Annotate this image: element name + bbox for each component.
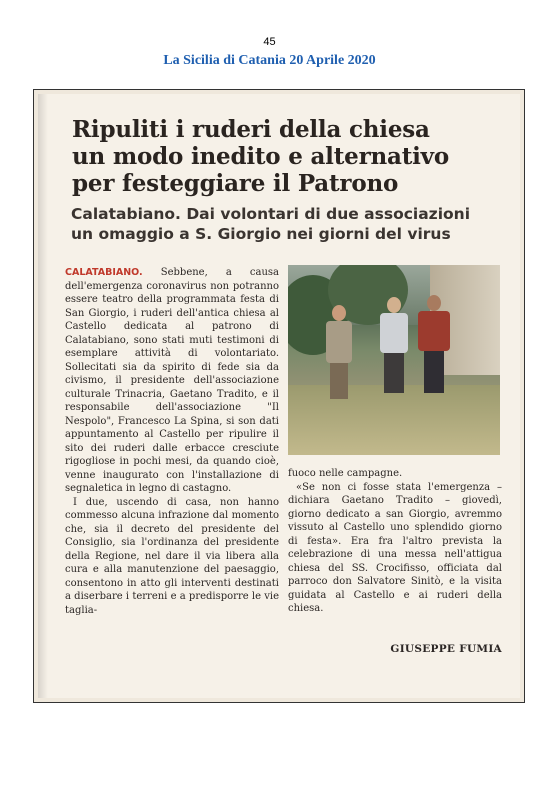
paragraph-3: fuoco nelle campagne. [288, 468, 403, 479]
clipping-paper [38, 94, 520, 698]
paragraph-1 [65, 266, 279, 496]
article-column-left [65, 266, 279, 617]
headline-line-3: per festeggiare il Patrono [72, 170, 399, 197]
person-head [387, 297, 401, 313]
subhead-line-1-rest: Dai volontari di due associazioni [180, 205, 471, 223]
article-photo [288, 265, 500, 455]
person-legs [330, 363, 348, 399]
subhead-line-2: un omaggio a S. Giorgio nei giorni del virus [71, 225, 451, 243]
person-head [332, 305, 346, 321]
person-legs [424, 351, 444, 393]
subhead-line-1 [71, 204, 501, 224]
person-body [380, 313, 408, 353]
paragraph-4: «Se non ci fosse stata l'emergenza – dichiara Gaetano Tradito – giovedì, giorno dedicato a san Giorgio, avremmo vissuto al Castello uno splendido giorno di festa». Era fra l'altro prevista la celebrazione di una messa nell'attigua chiesa del SS. Crocifisso, officiata dal parroco don Salvatore Sinitò, e la visita guidata al Castello e ai ruderi della chiesa. [288, 481, 502, 614]
page-number: 45 [263, 36, 276, 48]
headline-line-2: un modo inedito e alternativo [72, 143, 449, 170]
person-body [418, 311, 450, 351]
newspaper-clipping [33, 89, 525, 703]
photo-ground [288, 385, 500, 455]
person-head [427, 295, 441, 311]
headline-line-1: Ripuliti i ruderi della chiesa [72, 116, 430, 143]
person-legs [384, 353, 404, 393]
paper-shadow [38, 94, 48, 698]
subhead-place: Calatabiano. [71, 205, 181, 223]
dateline: CALATABIANO. [65, 267, 143, 278]
paragraph-2: I due, uscendo di casa, non hanno commesso alcuna infrazione dal momento che, sia il decreto del presidente del Consiglio, sia l'ordinanza del presidente della Regione, nel dare il via libera alla cura e alla manutenzione del paesaggio, consentono in atto gli interventi destinati a diserbare i terreni e a predisporre le vie taglia- [65, 496, 279, 616]
person-body [326, 321, 352, 363]
paragraph-1-text: Sebbene, a causa dell'emergenza coronavirus non potranno essere teatro della programmata festa di San Giorgio, i ruderi dell'antica chiesa al Castello dedicata al patrono di Calatabiano, sono stati muti testimoni di esemplare attività di volontariato. Sollecitati sia da spirito di fede sia da civismo, il presidente dell'associazione culturale Trinacria, Gaetano Tradito, e il responsabile dell'associazione "Il Nespolo", Francesco La Spina, si son dati appuntamento al Castello per ripulire il sito dei ruderi dalle erbacce cresciute rigogliose in pochi mesi, da quando cioè, venne inaugurato con l'installazione di segnaletica in legno di castagno. [65, 267, 279, 494]
article-headline [72, 116, 502, 197]
article-byline: GIUSEPPE FUMIA [390, 643, 502, 655]
article-column-right [288, 467, 502, 616]
page-heading: La Sicilia di Catania 20 Aprile 2020 [163, 53, 376, 68]
article-subhead [71, 204, 501, 244]
